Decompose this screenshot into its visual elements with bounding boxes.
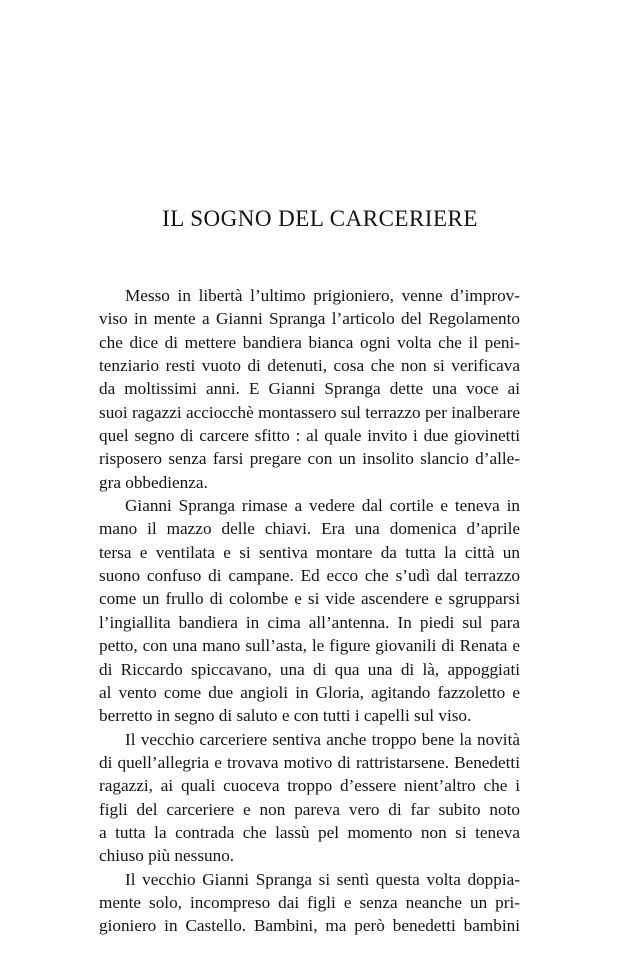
text-line: risposero senza farsi pregare con un insolito slancio d’alle- bbox=[99, 449, 520, 469]
text-line: tenziario resti vuoto di detenuti, cosa che non si verificava bbox=[99, 356, 520, 376]
text-line: di Riccardo spiccavano, una di qua una di là, appoggiati bbox=[99, 659, 520, 679]
text-line: mente solo, incompreso dai figli e senza neanche un pri- bbox=[99, 892, 520, 912]
text-line: Il vecchio Gianni Spranga si sentì questa volta doppia- bbox=[125, 869, 520, 889]
text-line: figli del carceriere e non pareva vero di far subito noto bbox=[99, 799, 520, 819]
text-line: da moltissimi anni. E Gianni Spranga dette una voce ai bbox=[99, 379, 520, 399]
text-line: chiuso più nessuno. bbox=[99, 846, 235, 866]
text-line: petto, con una mano sull’asta, le figure giovanili di Renata e bbox=[99, 636, 520, 656]
chapter-body bbox=[99, 284, 520, 938]
text-line: quel segno di carcere sfitto : al quale invito i due giovinetti bbox=[99, 426, 520, 446]
text-line: Il vecchio carceriere sentiva anche troppo bene la novità bbox=[125, 729, 520, 749]
text-line: suono confuso di campane. Ed ecco che s’udì dal terrazzo bbox=[99, 566, 520, 586]
text-line: ragazzi, ai quali cuoceva troppo d’essere nient’altro che i bbox=[99, 776, 520, 796]
text-line: suoi ragazzi acciocchè montassero sul terrazzo per inalberare bbox=[99, 402, 520, 422]
text-line: che dice di mettere bandiera bianca ogni volta che il peni- bbox=[99, 332, 520, 352]
text-line: a tutta la contrada che lassù pel momento non si teneva bbox=[99, 822, 520, 842]
text-line: gioniero in Castello. Bambini, ma però benedetti bambini bbox=[99, 916, 520, 936]
text-line: di quell’allegria e trovava motivo di rattristarsene. Benedetti bbox=[99, 752, 520, 772]
text-line: mano il mazzo delle chiavi. Era una domenica d’aprile bbox=[99, 519, 520, 539]
text-line: l’ingiallita bandiera in cima all’antenna. In piedi sul para bbox=[99, 612, 520, 632]
text-line: Gianni Spranga rimase a vedere dal cortile e teneva in bbox=[125, 496, 520, 516]
text-line: berretto in segno di saluto e con tutti i capelli sul viso. bbox=[99, 706, 472, 726]
text-line: al vento come due angioli in Gloria, agitando fazzoletto e bbox=[99, 682, 520, 702]
text-line: viso in mente a Gianni Spranga l’articolo del Regolamento bbox=[99, 309, 520, 329]
chapter-title: IL SOGNO DEL CARCERIERE bbox=[162, 206, 478, 231]
text-line: come un frullo di colombe e si vide ascendere e sgrupparsi bbox=[99, 589, 520, 609]
text-line: Messo in libertà l’ultimo prigioniero, venne d’improv- bbox=[125, 286, 520, 305]
text-line: tersa e ventilata e si sentiva montare da tutta la città un bbox=[99, 542, 520, 562]
text-line: gra obbedienza. bbox=[99, 472, 208, 492]
